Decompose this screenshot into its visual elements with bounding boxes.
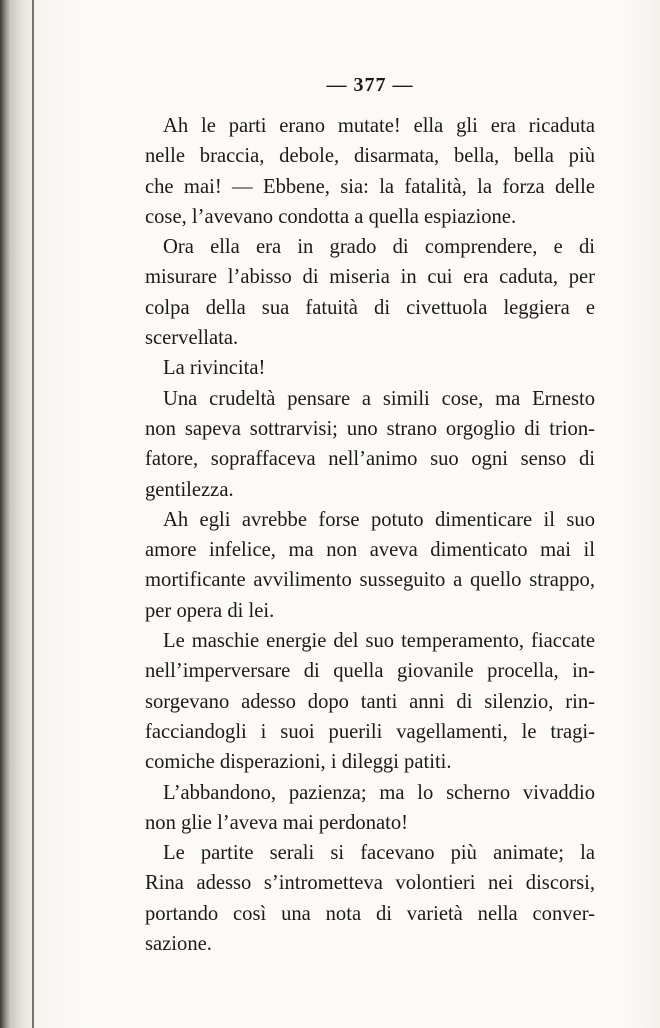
text-line: nell’imperversare di quella giovanile procella, in- (145, 660, 595, 683)
text-line: Le maschie energie del suo temperamento, fiaccate (163, 630, 595, 653)
text-line: nelle braccia, debole, disarmata, bella, bella più (145, 145, 595, 168)
text-line: Rina adesso s’intrometteva volontieri nei discorsi, (145, 872, 595, 895)
text-line: misurare l’abisso di miseria in cui era caduta, per (145, 266, 595, 289)
text-line: sazione. (145, 933, 212, 956)
text-line: facciandogli i suoi puerili vagellamenti, le tragi- (145, 720, 595, 743)
text-line: Una crudeltà pensare a simili cose, ma Ernesto (163, 387, 595, 410)
text-line: L’abbandono, pazienza; ma lo scherno vivaddio (163, 781, 595, 804)
text-line: amore infelice, ma non aveva dimenticato mai il (145, 539, 595, 562)
gutter-line (32, 0, 34, 1028)
text-line: comiche disperazioni, i dileggi patiti. (145, 751, 452, 774)
page-number: — 377 — (326, 74, 414, 96)
text-line: Ora ella era in grado di comprendere, e di (163, 236, 595, 259)
text-line: per opera di lei. (145, 599, 275, 622)
text-line: gentilezza. (145, 478, 234, 501)
text-line: La rivincita! (163, 357, 266, 380)
book-spine-shadow (0, 0, 34, 1028)
text-line: fatore, sopraffaceva nell’animo suo ogni senso di (145, 448, 595, 471)
text-line: colpa della sua fatuità di civettuola leggiera e (145, 296, 595, 319)
text-line: portando così una nota di varietà nella conver- (145, 902, 595, 925)
text-line: Ah egli avrebbe forse potuto dimenticare il suo (163, 508, 595, 531)
text-line: scervellata. (145, 327, 239, 350)
text-line: non glie l’aveva mai perdonato! (145, 811, 409, 834)
text-line: non sapeva sottrarvisi; uno strano orgoglio di trion- (145, 417, 595, 440)
body-text (145, 111, 595, 959)
text-line: che mai! — Ebbene, sia: la fatalità, la forza delle (145, 175, 595, 198)
text-line: mortificante avvilimento susseguito a quello strappo, (145, 569, 595, 592)
text-line: sorgevano adesso dopo tanti anni di silenzio, rin- (145, 690, 595, 713)
text-line: cose, l’avevano condotta a quella espiazione. (145, 205, 517, 228)
text-line: Le partite serali si facevano più animate; la (163, 842, 595, 865)
text-line: Ah le parti erano mutate! ella gli era ricaduta (163, 115, 595, 137)
